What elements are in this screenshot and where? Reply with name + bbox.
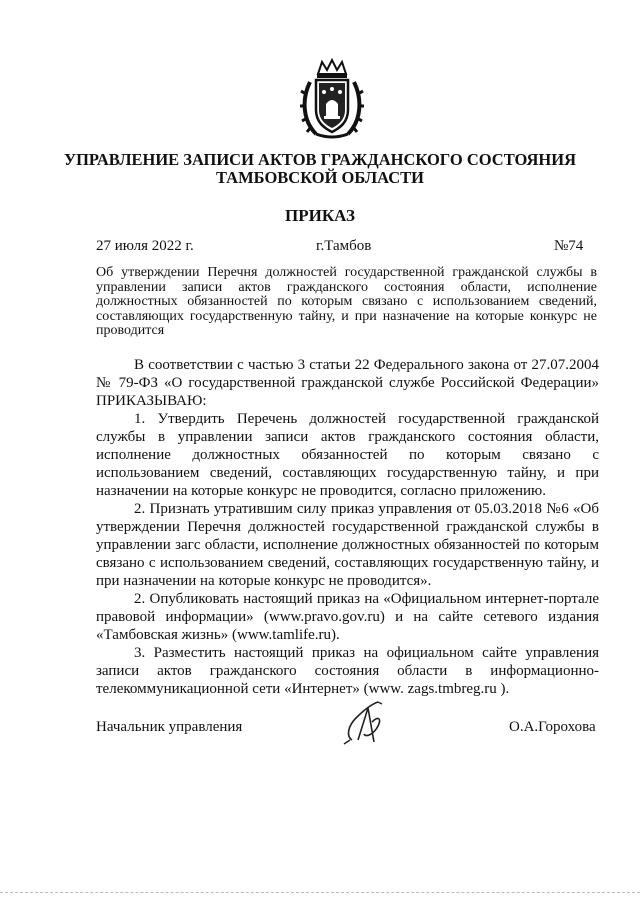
handwritten-signature-icon <box>338 696 398 748</box>
body-paragraph-2: 1. Утвердить Перечень должностей государственной гражданской службы в управлении записи актов гражданского состояния области, исполнение должностных обязанностей по которым связано с использованием сведений, составляющих государственную тайну, и при назначении на которые конкурс не проводится, согласно приложению. <box>96 411 599 499</box>
order-date: 27 июля 2022 г. <box>96 238 194 254</box>
document-type: ПРИКАЗ <box>285 206 355 225</box>
order-city: г.Тамбов <box>316 238 372 254</box>
order-body <box>96 356 599 698</box>
body-paragraph-5: 3. Разместить настоящий приказ на официальном сайте управления записи актов гражданского состояния области в информационно-телекоммуникационной сети «Интернет» (www. zags.tmbreg.ru ). <box>96 645 599 697</box>
body-paragraph-3: 2. Признать утратившим силу приказ управления от 05.03.2018 №6 «Об утверждении Перечня должностей государственной гражданской службы в управлении загс области, исполнение должностных обязанностей по которым связано с использованием сведений, составляющих государственную тайну, и при назначении на которые конкурс не проводится». <box>96 501 599 589</box>
organization-title: УПРАВЛЕНИЕ ЗАПИСИ АКТОВ ГРАЖДАНСКОГО СОСТОЯНИЯ ТАМБОВСКОЙ ОБЛАСТИ <box>63 150 576 187</box>
body-paragraph-4: 2. Опубликовать настоящий приказ на «Официальном интернет-портале правовой информации» (www.pravo.gov.ru) и на сайте сетевого издания «Тамбовская жизнь» (www.tamlife.ru). <box>96 591 599 643</box>
order-subject: Об утверждении Перечня должностей государственной гражданской службы в управлении записи актов гражданского состояния области, исполнение должностных обязанностей по которым связано с использованием сведений, составляющих государственную тайну, и при назначение на которые конкурс не проводится <box>96 265 597 339</box>
signatory-name: О.А.Горохова <box>509 719 596 735</box>
coat-of-arms-icon <box>300 58 364 140</box>
body-paragraph-1: В соответствии с частью 3 статьи 22 Федерального закона от 27.07.2004 № 79-ФЗ «О государственной гражданской службе Российской Федерации» ПРИКАЗЫВАЮ: <box>96 357 599 409</box>
signatory-title: Начальник управления <box>96 719 243 735</box>
order-number: №74 <box>554 238 584 254</box>
scan-edge-rule <box>0 892 640 893</box>
